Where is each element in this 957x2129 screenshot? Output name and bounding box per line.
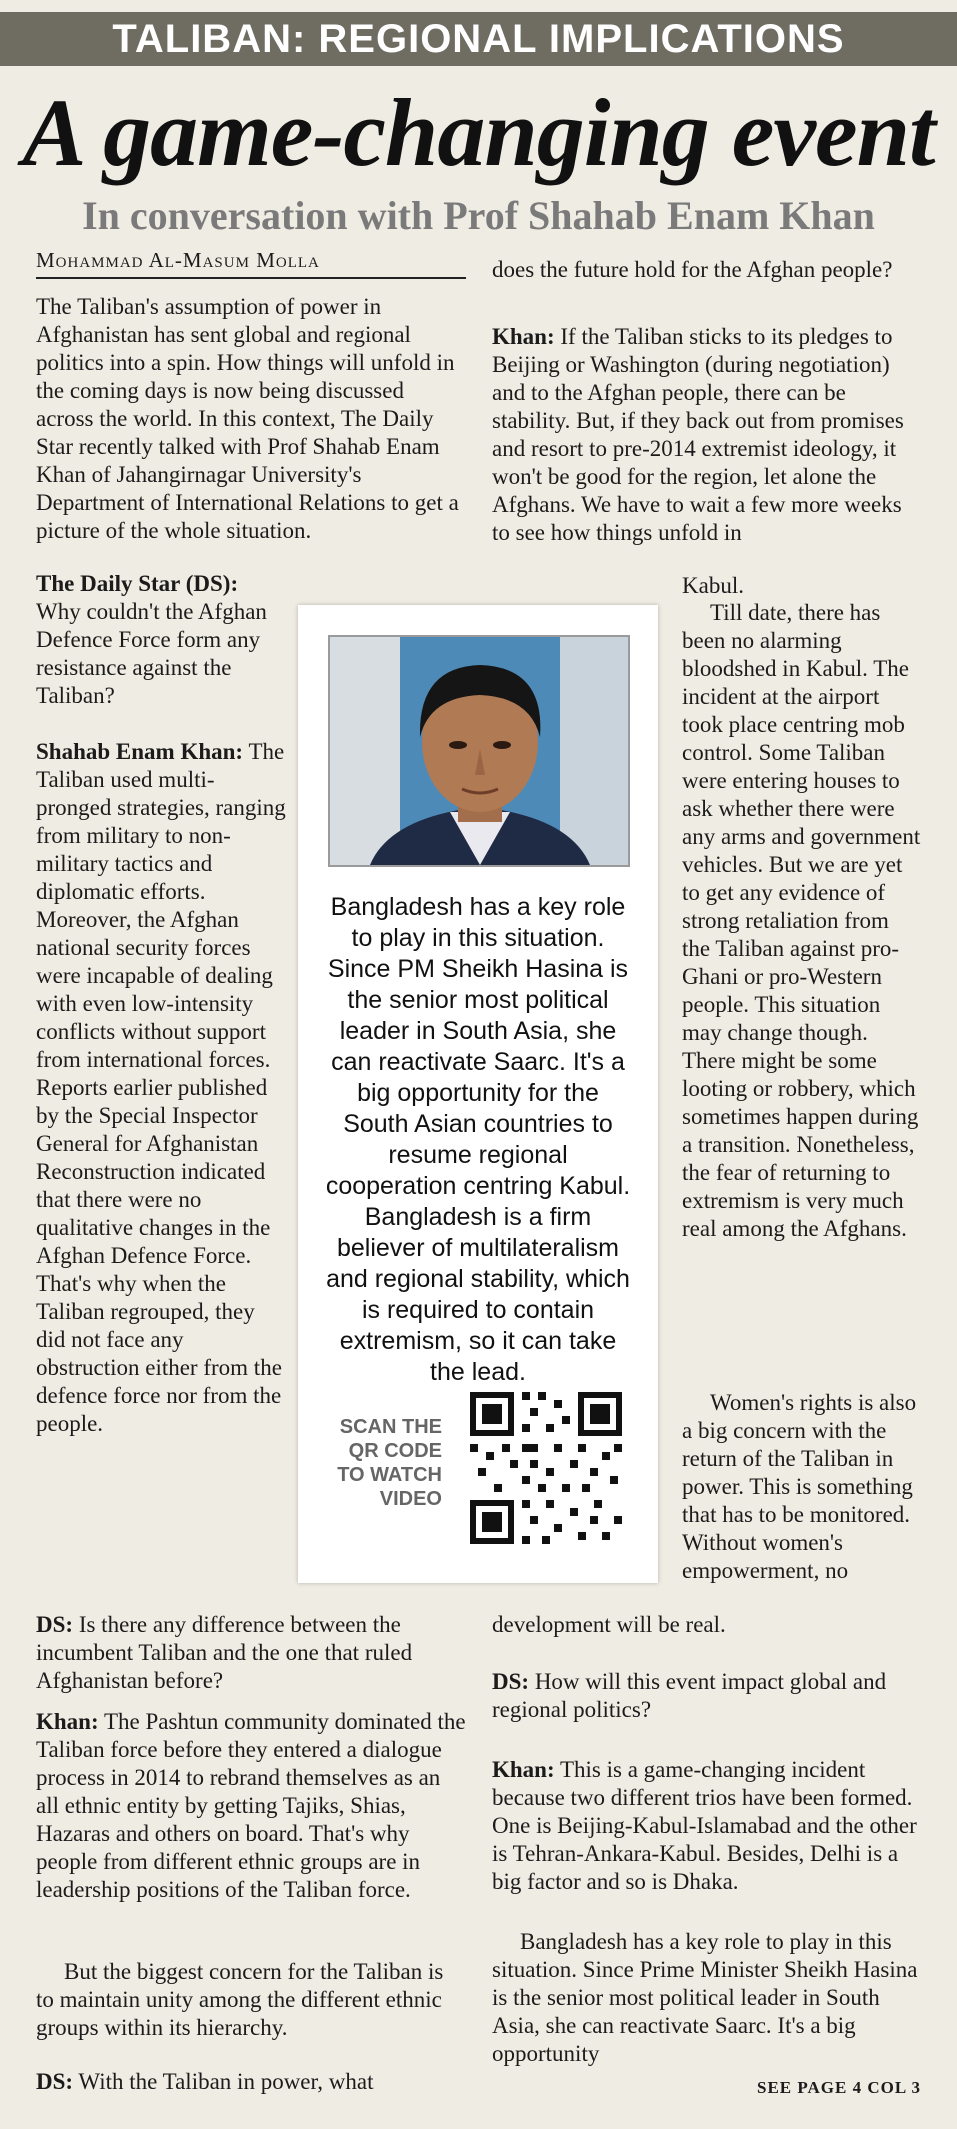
- question-3-start: DS: With the Taliban in power, what: [36, 2069, 374, 2094]
- speaker-label: Shahab Enam Khan:: [36, 739, 244, 764]
- section-kicker: TALIBAN: REGIONAL IMPLICATIONS: [0, 12, 957, 66]
- answer-2: Khan: The Pashtun community dominated the Taliban force before they entered a dialogue process in 2014 to rebrand themselves as an all ethnic entity by getting Tajiks, Shias, Hazaras and others on board. That's why people from different ethnic groups are in leadership positions of the Taliban force.: [36, 1709, 466, 1902]
- qr-code-icon[interactable]: [466, 1388, 626, 1548]
- pullout-box: [298, 605, 658, 1583]
- question-2: DS: Is there any difference between the incumbent Taliban and the one that ruled Afghanistan before?: [36, 1612, 413, 1693]
- speaker-label: The Daily Star (DS):: [36, 571, 239, 596]
- intro-paragraph: The Taliban's assumption of power in Afghanistan has sent global and regional politics into a spin. How things will unfold in the coming days is now being discussed across the world. In this context, The Daily Star recently talked with Prof Shahab Enam Khan of Jahangirnagar University's Department of International Relations to get a picture of the whole situation.: [36, 294, 459, 543]
- speaker-label: Khan:: [36, 1709, 99, 1734]
- answer-3: Khan: If the Taliban sticks to its pledges to Beijing or Washington (during negotiation) and to the Afghan people, there can be stability. But, if they back out from promises and resort to pre-2014 extremist ideology, it won't be good for the region, let alone the Afghans. We have to wait a few more weeks to see how things unfold in: [492, 324, 904, 545]
- byline: Mohammad Al-Masum Molla: [36, 248, 466, 279]
- subheadline: In conversation with Prof Shahab Enam Khan: [82, 193, 875, 238]
- speaker-label: DS:: [36, 1612, 74, 1637]
- page-title: A game-changing event: [22, 79, 935, 186]
- question-4: DS: How will this event impact global and regional politics?: [492, 1669, 887, 1722]
- interviewee-photo: [328, 635, 630, 867]
- speaker-label: Khan:: [492, 324, 555, 349]
- question-3-end: does the future hold for the Afghan people?: [492, 257, 893, 282]
- continuation-note: SEE PAGE 4 COL 3: [757, 2078, 921, 2097]
- paragraph-womens-rights-end: development will be real.: [492, 1612, 726, 1637]
- speaker-label: DS:: [36, 2069, 74, 2094]
- answer-4-continued: Bangladesh has a key role to play in this situation. Since Prime Minister Sheikh Hasina is the senior most political leader in South Asia, she can reactivate Saarc. It's a big opportunity: [492, 1929, 918, 2066]
- portrait-illustration: [330, 637, 628, 865]
- speaker-label: DS:: [492, 1669, 530, 1694]
- answer-2-continued: But the biggest concern for the Taliban is to maintain unity among the different ethnic groups within its hierarchy.: [36, 1959, 444, 2040]
- answer-4: Khan: This is a game-changing incident because two different trios have been formed. One is Beijing-Kabul-Islamabad and the other is Tehran-Ankara-Kabul. Besides, Delhi is a big factor and so is Dhaka.: [492, 1757, 917, 1894]
- qr-caption: SCAN THE QR CODE TO WATCH VIDEO: [337, 1416, 442, 1510]
- speaker-label: Khan:: [492, 1757, 555, 1782]
- answer-1: Shahab Enam Khan: The Taliban used multi-pronged strategies, ranging from military to non-military tactics and diplomatic efforts. Moreover, the Afghan national security forces were incapable of dealing with even low-intensity conflicts without support from international forces. Reports earlier published by the Special Inspector General for Afghanistan Reconstruction indicated that there were no qualitative changes in the Afghan Defence Force. That's why when the Taliban regrouped, they did not face any obstruction either from the defence force nor from the people.: [36, 739, 286, 1436]
- question-1: The Daily Star (DS): Why couldn't the Afghan Defence Force form any resistance against the Taliban?: [36, 571, 267, 708]
- paragraph-womens-rights: Women's rights is also a big concern with the return of the Taliban in power. This is something that has to be monitored. Without women's empowerment, no: [682, 1390, 917, 1583]
- pull-quote: Bangladesh has a key role to play in this situation. Since PM Sheikh Hasina is the senior most political leader in South Asia, she can reactivate Saarc. It's a big opportunity for the South Asian countries to resume regional cooperation centring Kabul. Bangladesh is a firm believer of multilateralism and regional stability, which is required to contain extremism, so it can take the lead.: [325, 893, 631, 1386]
- paragraph-bloodshed: Till date, there has been no alarming bloodshed in Kabul. The incident at the airport took place centring mob control. Some Taliban were entering houses to ask whether there were any arms and government vehicles. But we are yet to get any evidence of strong retaliation from the Taliban against pro-Ghani or pro-Western people. This situation may change though. There might be some looting or robbery, which sometimes happen during a transition. Nonetheless, the fear of returning to extremism is very much real among the Afghans.: [682, 600, 921, 1241]
- answer-3-tail: Kabul.: [682, 573, 744, 598]
